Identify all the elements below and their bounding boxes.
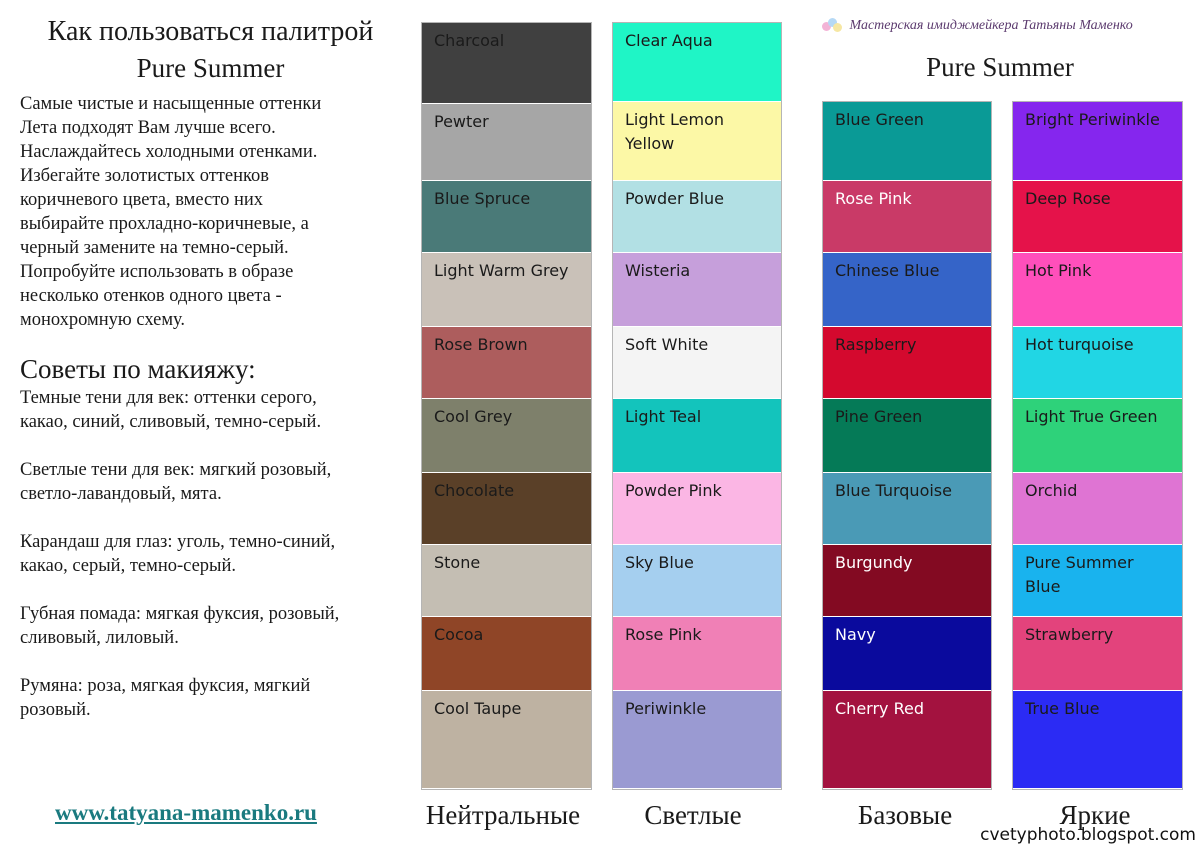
swatch-label: Rose Pink <box>835 189 912 208</box>
color-swatch <box>422 253 591 327</box>
color-swatch <box>1013 545 1182 617</box>
swatch-label: Burgundy <box>835 553 913 572</box>
color-swatch <box>422 473 591 545</box>
intro-line: несколько отенков одного цвета - <box>20 286 282 306</box>
swatch-label: Pine Green <box>835 407 923 426</box>
palette-subtitle: Pure Summer <box>136 53 285 83</box>
color-swatch <box>422 23 591 104</box>
swatch-label: Light True Green <box>1025 407 1158 426</box>
intro-line: Наслаждайтесь холодными отенками. <box>20 142 318 162</box>
intro-line: Самые чистые и насыщенные оттенки <box>20 94 322 114</box>
watermark: cvetyphoto.blogspot.com <box>980 825 1196 845</box>
swatch-label: Navy <box>835 625 876 644</box>
color-swatch <box>422 327 591 399</box>
color-swatch <box>613 617 781 691</box>
swatch-label: Deep Rose <box>1025 189 1111 208</box>
color-swatch <box>823 617 991 691</box>
color-swatch <box>1013 327 1182 399</box>
swatch-label: Cool Taupe <box>434 699 522 718</box>
color-swatch <box>422 691 591 789</box>
color-swatch <box>613 473 781 545</box>
swatch-label: Light Lemon Yellow <box>625 110 725 153</box>
instructions-panel <box>18 14 403 746</box>
color-swatch <box>823 253 991 327</box>
column-label: Базовые <box>857 800 953 830</box>
swatch-label: Clear Aqua <box>625 31 713 50</box>
color-swatch <box>422 104 591 181</box>
swatch-label: Chocolate <box>434 481 515 500</box>
swatch-label: Blue Spruce <box>434 189 531 208</box>
tip-line: Румяна: роза, мягкая фуксия, мягкий <box>20 676 311 696</box>
column-label: Яркие <box>1059 800 1131 830</box>
swatch-label: Light Teal <box>625 407 702 426</box>
palette-column <box>822 101 992 790</box>
tip-line: Губная помада: мягкая фуксия, розовый, <box>20 604 340 624</box>
makeup-tip <box>20 674 403 722</box>
color-swatch <box>1013 102 1182 181</box>
color-swatch <box>1013 181 1182 253</box>
tip-line: сливовый, лиловый. <box>20 628 179 648</box>
intro-line: коричневого цвета, вместо них <box>20 190 264 210</box>
studio-signature <box>822 18 1182 34</box>
color-swatch <box>613 253 781 327</box>
swatch-label: Periwinkle <box>625 699 707 718</box>
swatch-label: Hot Pink <box>1025 261 1092 280</box>
intro-line: выбирайте прохладно-коричневые, а <box>20 214 309 234</box>
swatch-label: Raspberry <box>835 335 917 354</box>
swatch-label: Powder Blue <box>625 189 725 208</box>
palette-column <box>1012 101 1183 790</box>
website-link[interactable]: www.tatyana-mamenko.ru <box>55 800 317 825</box>
palette-title: Pure Summer <box>926 52 1074 82</box>
tip-line: Светлые тени для век: мягкий розовый, <box>20 460 332 480</box>
swatch-label: Cocoa <box>434 625 484 644</box>
color-swatch <box>613 691 781 789</box>
swatch-label: Orchid <box>1025 481 1078 500</box>
intro-line: Попробуйте использовать в образе <box>20 262 294 282</box>
tip-line: светло-лавандовый, мята. <box>20 484 222 504</box>
color-swatch <box>422 399 591 473</box>
swatch-label: Pewter <box>434 112 489 131</box>
color-swatch <box>422 545 591 617</box>
tip-line: Карандаш для глаз: уголь, темно-синий, <box>20 532 336 552</box>
intro-line: Избегайте золотистых оттенков <box>20 166 270 186</box>
swatch-label: Cool Grey <box>434 407 513 426</box>
tip-line: какао, синий, сливовый, темно-серый. <box>20 412 322 432</box>
swatch-label: Rose Brown <box>434 335 528 354</box>
studio-name: Мастерская имиджмейкера Татьяны Маменко <box>849 18 1133 34</box>
tip-line: Темные тени для век: оттенки серого, <box>20 388 317 408</box>
intro-line: монохромную схему. <box>20 310 186 330</box>
swatch-label: Cherry Red <box>835 699 924 718</box>
color-swatch <box>422 181 591 253</box>
palette-column <box>612 22 782 790</box>
swatch-label: Pure Summer Blue <box>1025 553 1134 596</box>
tip-line: розовый. <box>20 700 91 720</box>
swatch-label: Chinese Blue <box>835 261 940 280</box>
swatch-label: Stone <box>434 553 481 572</box>
color-swatch <box>613 399 781 473</box>
color-swatch <box>1013 473 1182 545</box>
color-swatch <box>823 691 991 789</box>
swatch-label: Rose Pink <box>625 625 702 644</box>
swatch-label: Bright Periwinkle <box>1025 110 1160 129</box>
color-swatch <box>613 327 781 399</box>
intro-line: Лета подходят Вам лучше всего. <box>20 118 276 138</box>
swatch-label: True Blue <box>1025 699 1100 718</box>
makeup-tip <box>20 386 403 434</box>
swatch-label: Soft White <box>625 335 709 354</box>
color-swatch <box>422 617 591 691</box>
swatch-label: Wisteria <box>625 261 691 280</box>
color-swatch <box>823 102 991 181</box>
column-label: Нейтральные <box>425 800 581 830</box>
intro-text <box>20 92 403 332</box>
color-swatch <box>823 327 991 399</box>
color-swatch <box>1013 617 1182 691</box>
swatch-label: Powder Pink <box>625 481 722 500</box>
swatch-label: Blue Green <box>835 110 924 129</box>
swatch-label: Charcoal <box>434 31 505 50</box>
color-swatch <box>1013 399 1182 473</box>
tip-line: какао, серый, темно-серый. <box>20 556 236 576</box>
makeup-tip <box>20 530 403 578</box>
color-swatch <box>613 181 781 253</box>
makeup-tips <box>18 386 403 722</box>
color-swatch <box>613 23 781 102</box>
column-label: Светлые <box>644 800 742 830</box>
swatch-label: Hot turquoise <box>1025 335 1134 354</box>
color-swatch <box>823 181 991 253</box>
palette-column <box>421 22 592 790</box>
color-swatch <box>613 545 781 617</box>
swatch-label: Light Warm Grey <box>434 261 569 280</box>
makeup-tip <box>20 602 403 650</box>
color-swatch <box>823 473 991 545</box>
makeup-heading: Советы по макияжу: <box>20 354 256 384</box>
page-title: Как пользоваться палитрой <box>47 16 374 47</box>
flower-logo-icon <box>822 18 844 34</box>
color-swatch <box>613 102 781 181</box>
swatch-label: Sky Blue <box>625 553 694 572</box>
makeup-tip <box>20 458 403 506</box>
swatch-label: Strawberry <box>1025 625 1114 644</box>
color-swatch <box>823 399 991 473</box>
intro-line: черный замените на темно-серый. <box>20 238 289 258</box>
color-swatch <box>823 545 991 617</box>
color-swatch <box>1013 691 1182 789</box>
color-swatch <box>1013 253 1182 327</box>
swatch-label: Blue Turquoise <box>835 481 952 500</box>
